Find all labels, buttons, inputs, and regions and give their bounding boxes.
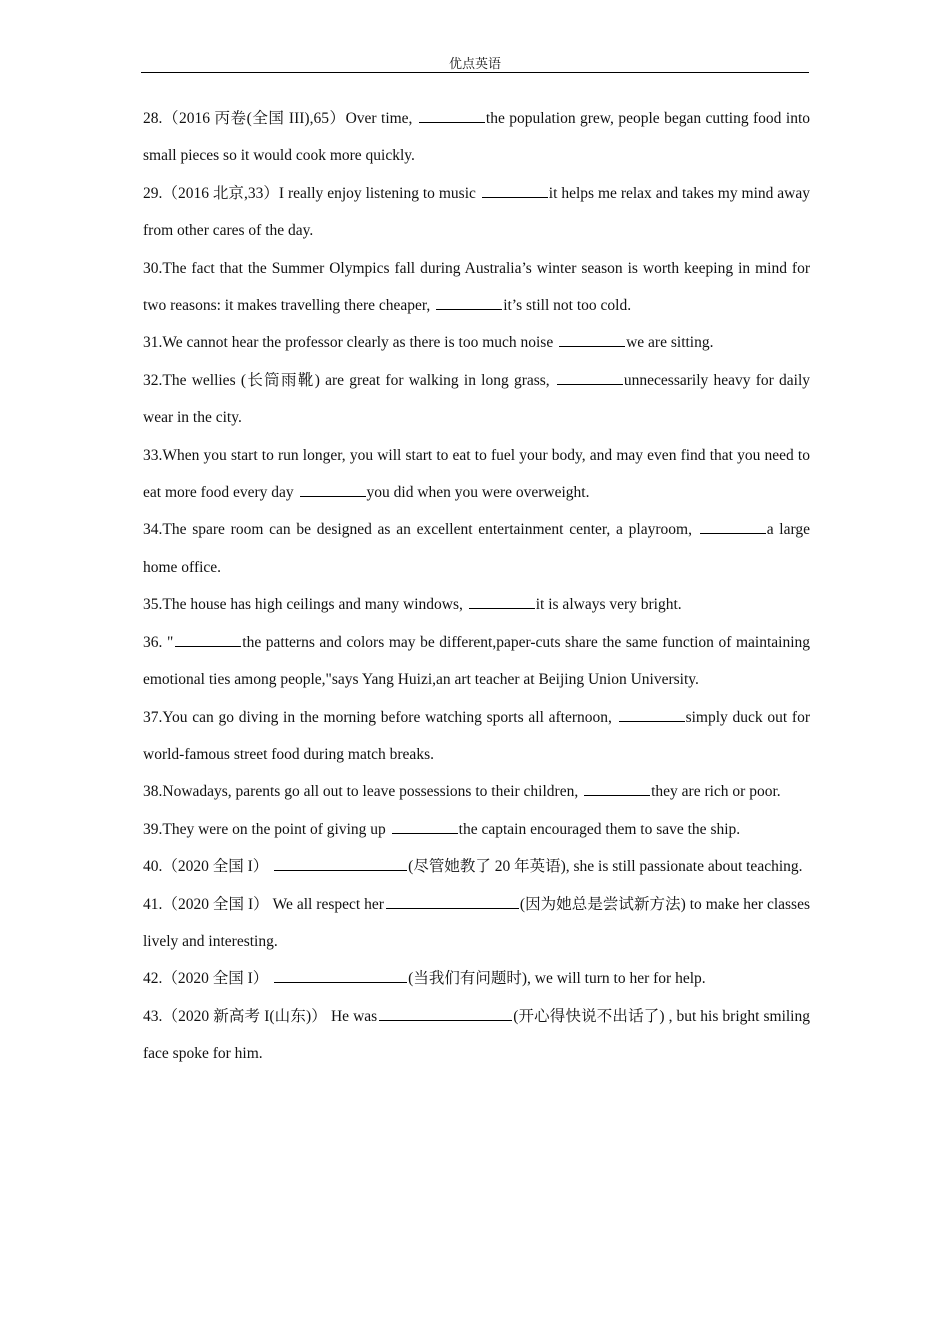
question-text-after: (尽管她教了 20 年英语), she is still passionate about teaching. xyxy=(408,858,803,876)
answer-blank xyxy=(584,783,650,796)
question-text-before: 41.（2020 全国 I） We all respect her xyxy=(143,895,384,913)
question-text-before: 34.The spare room can be designed as an excellent entertainment center, a playroom, xyxy=(143,521,698,539)
answer-blank xyxy=(619,709,685,722)
question-text-after: the captain encouraged them to save the ship. xyxy=(458,820,741,838)
question-text-after: simply duck out for world-famous street food during match breaks. xyxy=(143,708,810,763)
question-text-before: 36. " xyxy=(143,633,174,651)
question-text-before: 30.The fact that the Summer Olympics fall during Australia’s winter season is worth keeping in mind for two reasons: it makes travelling there cheaper, xyxy=(143,259,810,315)
question-42 xyxy=(143,960,810,997)
question-37 xyxy=(143,699,810,774)
question-text-after: (因为她总是尝试新方法) to make her classes lively and interesting. xyxy=(143,895,810,950)
question-text-after: it helps me relax and takes my mind away from other cares of the day. xyxy=(143,184,810,240)
answer-blank xyxy=(700,521,766,534)
question-text-before: 40.（2020 全国 I） xyxy=(143,858,273,876)
question-text-before: 31.We cannot hear the professor clearly as there is too much noise xyxy=(143,334,558,352)
answer-blank xyxy=(274,970,407,983)
question-39 xyxy=(143,811,810,848)
question-text-before: 43.（2020 新高考 I(山东)） He was xyxy=(143,1007,378,1025)
question-text-after: (当我们有问题时), we will turn to her for help. xyxy=(408,970,706,988)
answer-blank xyxy=(300,484,366,497)
question-text-after: they are rich or poor. xyxy=(651,783,781,801)
question-41 xyxy=(143,886,810,961)
question-40 xyxy=(143,848,810,885)
question-text-before: 39.They were on the point of giving up xyxy=(143,820,390,838)
question-text-after: it’s still not too cold. xyxy=(503,297,632,315)
answer-blank xyxy=(436,297,502,310)
question-text-before: 33.When you start to run longer, you will start to eat to fuel your body, and may even find that you need to eat more food every day xyxy=(143,446,810,502)
question-text-after: a large home office. xyxy=(143,521,811,576)
question-33 xyxy=(143,437,810,512)
question-32 xyxy=(143,362,810,437)
question-text-after: the patterns and colors may be different,paper-cuts share the same function of maintaining emotional ties among people,"says Yang Huizi,an art teacher at Beijing Union University. xyxy=(143,633,810,689)
question-text-after: we are sitting. xyxy=(626,334,714,352)
question-text-before: 42.（2020 全国 I） xyxy=(143,970,273,988)
question-35 xyxy=(143,586,810,623)
question-text-after: the population grew, people began cutting food into small pieces so it would cook more quickly. xyxy=(143,110,810,165)
question-text-before: 28.（2016 丙卷(全国 III),65）Over time, xyxy=(143,110,417,127)
answer-blank xyxy=(386,896,519,909)
answer-blank xyxy=(469,596,535,609)
question-30 xyxy=(143,250,810,325)
answer-blank xyxy=(175,634,241,647)
question-text-before: 32.The wellies (长筒雨靴) are great for walking in long grass, xyxy=(143,371,555,389)
question-text-after: it is always very bright. xyxy=(535,596,682,614)
answer-blank xyxy=(419,110,485,123)
question-38 xyxy=(143,773,810,810)
answer-blank xyxy=(557,372,623,385)
page-header xyxy=(141,55,809,73)
question-text-after: you did when you were overweight. xyxy=(366,484,590,502)
question-text-after: (开心得快说不出话了) , but his bright smiling face spoke for him. xyxy=(143,1007,810,1063)
question-28 xyxy=(143,100,810,175)
question-text-before: 35.The house has high ceilings and many windows, xyxy=(143,596,467,614)
answer-blank xyxy=(392,821,458,834)
answer-blank xyxy=(482,185,548,198)
question-36 xyxy=(143,624,810,699)
question-text-before: 38.Nowadays, parents go all out to leave possessions to their children, xyxy=(143,783,583,801)
question-list xyxy=(143,100,810,1073)
answer-blank xyxy=(559,334,625,347)
answer-blank xyxy=(379,1008,512,1021)
answer-blank xyxy=(274,858,407,871)
question-text-before: 29.（2016 北京,33）I really enjoy listening to music xyxy=(143,184,480,202)
question-29 xyxy=(143,175,810,250)
question-34 xyxy=(143,511,810,586)
question-31 xyxy=(143,324,810,361)
question-text-after: unnecessarily heavy for daily wear in the city. xyxy=(143,371,811,427)
question-43 xyxy=(143,998,810,1073)
question-text-before: 37.You can go diving in the morning before watching sports all afternoon, xyxy=(143,708,617,726)
header-title: 优点英语 xyxy=(448,56,501,71)
